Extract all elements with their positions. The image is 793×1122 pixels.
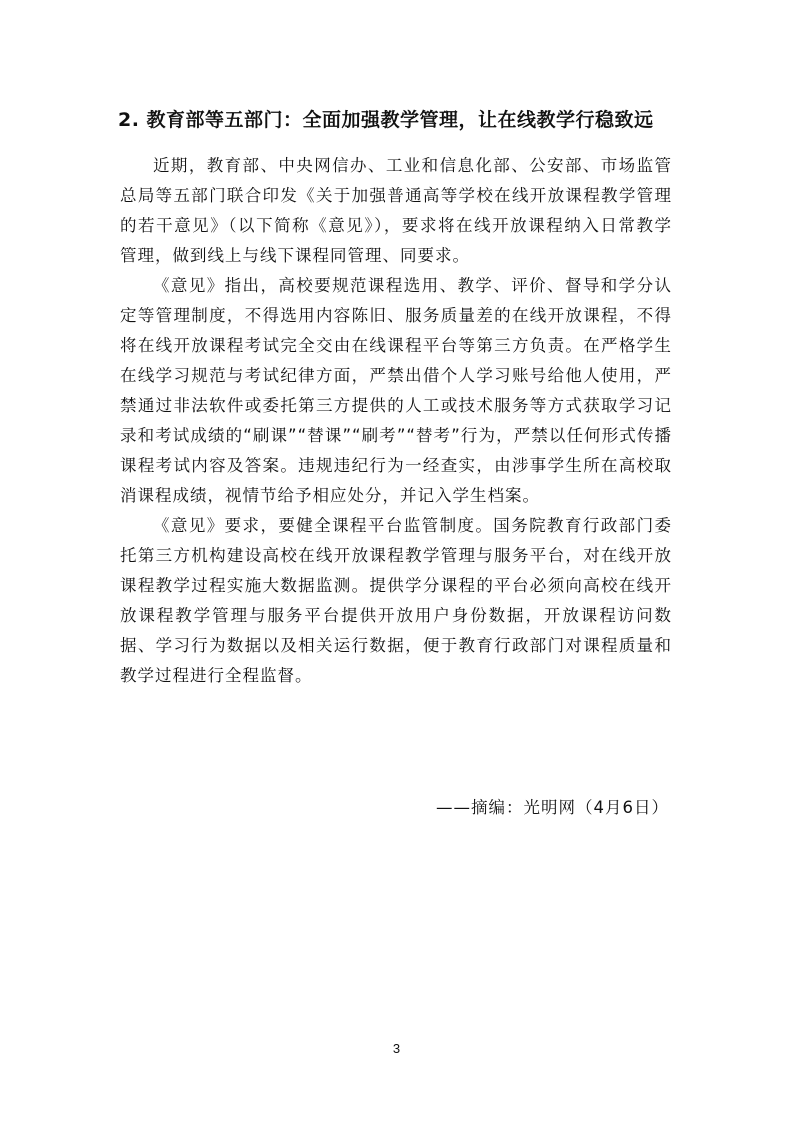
paragraph-3: 《意见》要求，要健全课程平台监管制度。国务院教育行政部门委托第三方机构建设高校在线开放课程教学管理与服务平台，对在线开放课程教学过程实施大数据监测。提供学分课程的平台必须向高校在线开放课程教学管理与服务平台提供开放用户身份数据，开放课程访问数据、学习行为数据以及相关运行数据，便于教育行政部门对课程质量和教学过程进行全程监督。 [120, 516, 672, 685]
article-title: 2. 教育部等五部门：全面加强教学管理，让在线教学行稳致远 [118, 109, 654, 131]
page-number: 3 [392, 1041, 401, 1056]
article-body [120, 151, 672, 691]
source-attribution: ——摘编：光明网（4月6日） [436, 798, 669, 817]
paragraph-1: 近期，教育部、中央网信办、工业和信息化部、公安部、市场监管总局等五部门联合印发《关于加强普通高等学校在线开放课程教学管理的若干意见》（以下简称《意见》），要求将在线开放课程纳入日常教学管理，做到线上与线下课程同管理、同要求。 [120, 156, 672, 265]
paragraph-2: 《意见》指出，高校要规范课程选用、教学、评价、督导和学分认定等管理制度，不得选用内容陈旧、服务质量差的在线开放课程，不得将在线开放课程考试完全交由在线课程平台等第三方负责。在严格学生在线学习规范与考试纪律方面，严禁出借个人学习账号给他人使用，严禁通过非法软件或委托第三方提供的人工或技术服务等方式获取学习记录和考试成绩的“刷课”“替课”“刷考”“替考”行为，严禁以任何形式传播课程考试内容及答案。违规违纪行为一经查实，由涉事学生所在高校取消课程成绩，视情节给予相应处分，并记入学生档案。 [120, 276, 672, 505]
